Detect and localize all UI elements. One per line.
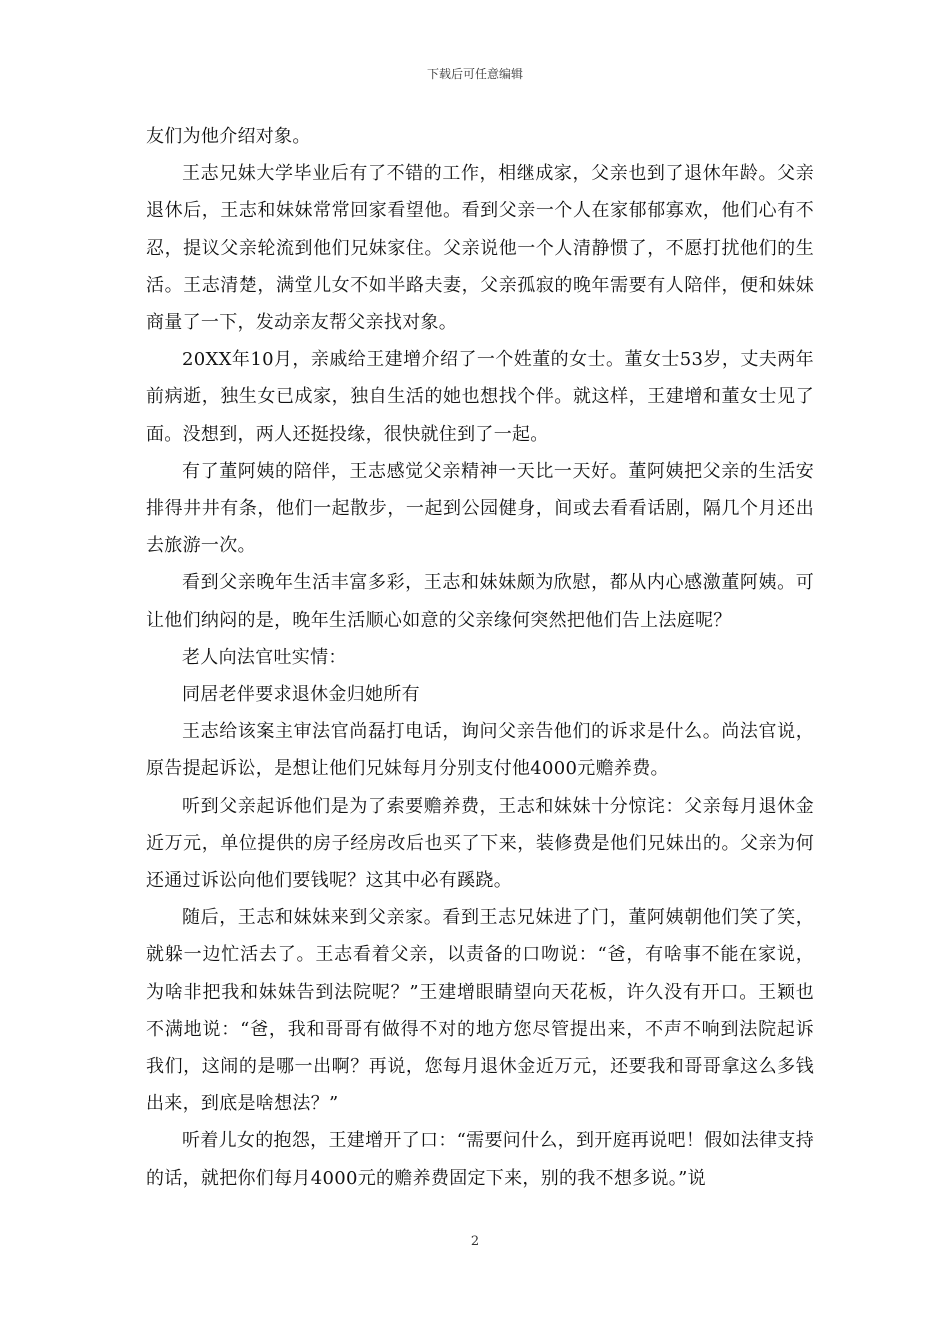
section-heading: 老人向法官吐实情： — [182, 646, 347, 668]
page-header: 下载后可任意编辑 — [426, 67, 523, 81]
paragraph: 有了董阿姨的陪伴，王志感觉父亲精神一天比一天好。董阿姨把父亲的生活安排得井井有条，他们一起散步，一起到公园健身，间或去看看话剧，隔几个月还出去旅游一次。 — [146, 460, 814, 557]
paragraph: 随后，王志和妹妹来到父亲家。看到王志兄妹进了门，董阿姨朝他们笑了笑，就躲一边忙活去了。王志看着父亲，以责备的口吻说：“爸，有啥事不能在家说，为啥非把我和妹妹告到法院呢？”王建增眼睛望向天花板，许久没有开口。王颖也不满地说：“爸，我和哥哥有做得不对的地方您尽管提出来，不声不响到法院起诉我们，这闹的是哪一出啊？再说，您每月退休金近万元，还要我和哥哥拿这么多钱出来，到底是啥想法？” — [146, 907, 814, 1115]
paragraph: 友们为他介绍对象。 — [146, 126, 311, 147]
page-number: 2 — [470, 1234, 480, 1249]
paragraph: 王志兄妹大学毕业后有了不错的工作，相继成家，父亲也到了退休年龄。父亲退休后，王志和妹妹常常回家看望他。看到父亲一个人在家郁郁寡欢，他们心有不忍，提议父亲轮流到他们兄妹家住。父亲说他一个人清静惯了，不愿打扰他们的生活。王志清楚，满堂儿女不如半路夫妻，父亲孤寂的晚年需要有人陪伴，便和妹妹商量了一下，发动亲友帮父亲找对象。 — [146, 163, 814, 334]
paragraph: 看到父亲晚年生活丰富多彩，王志和妹妹颇为欣慰，都从内心感激董阿姨。可让他们纳闷的是，晚年生活顺心如意的父亲缘何突然把他们告上法庭呢？ — [146, 572, 814, 631]
paragraph: 听到父亲起诉他们是为了索要赡养费，王志和妹妹十分惊诧：父亲每月退休金近万元，单位提供的房子经房改后也买了下来，装修费是他们兄妹出的。父亲为何还通过诉讼向他们要钱呢？这其中必有蹊跷。 — [146, 795, 814, 892]
document-body — [146, 118, 814, 1197]
section-subheading: 同居老伴要求退休金归她所有 — [182, 684, 420, 706]
paragraph: 王志给该案主审法官尚磊打电话，询问父亲告他们的诉求是什么。尚法官说，原告提起诉讼，是想让他们兄妹每月分别支付他4000元赡养费。 — [146, 721, 814, 780]
paragraph: 听着儿女的抱怨，王建增开了口：“需要问什么，到开庭再说吧！假如法律支持的话，就把你们每月4000元的赡养费固定下来，别的我不想多说。”说 — [146, 1130, 814, 1189]
paragraph: 20XX年10月，亲戚给王建增介绍了一个姓董的女士。董女士53岁，丈夫两年前病逝，独生女已成家，独自生活的她也想找个伴。就这样，王建增和董女士见了面。没想到，两人还挺投缘，很快就住到了一起。 — [146, 349, 814, 445]
